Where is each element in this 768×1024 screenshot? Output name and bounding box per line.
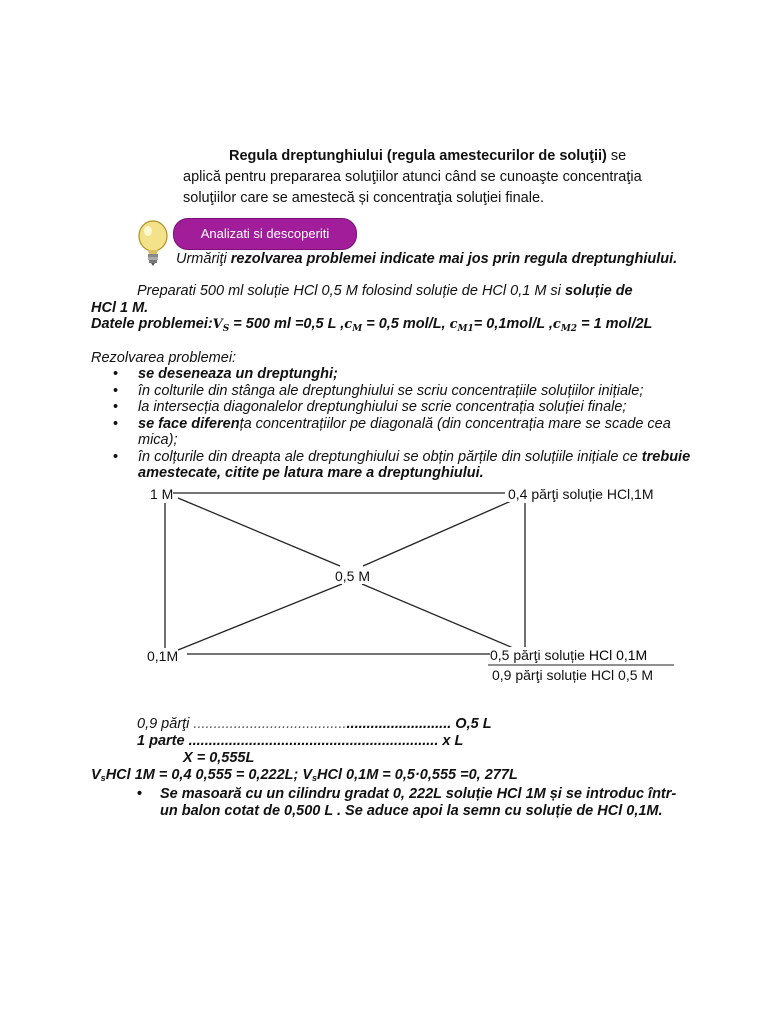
total-parts: 0,9 părţi soluție HCl 0,5 M [492,667,654,683]
solution-step: • se face diferența concentrațiilor pe diagonală (din concentrația mare se scade cea mica); [91,416,691,449]
calc-row-2: 1 parte .............................................................. x L [137,733,464,749]
cm2-value: = 1 mol/2L [577,316,653,332]
diagonal-bottom-right [362,584,518,650]
cm-value: = 0,5 mol/L, [362,316,450,332]
follow-prefix: Urmăriţi [176,251,231,267]
bottom-left-concentration: 0,1M [147,648,179,664]
intro-title-tail: se [606,148,627,164]
problem-line-1-plain: Preparati 500 ml soluție HCl 0,5 M folosind soluție de HCl 0,1 M si [137,283,565,299]
problem-line-2: HCl 1 M. [91,299,149,316]
solution-step: • în colțurile din dreapta ale dreptunghiului se obțin părțile din soluțiile inițiale ce trebuie amestecate, citite pe latura mare a dreptunghiului. [91,449,691,482]
analyze-discover-label: Analizati si descoperiti [173,218,357,250]
calc-row-1: 0,9 părţi ................................................................ O,5 L [137,716,492,732]
calc-result: X = 0,555L [183,750,255,766]
center-concentration: 0,5 M [335,568,371,584]
problem-line-1-bold: soluție de [564,283,633,299]
intro-line-3: soluţiilor care se amestecă și concentraţia soluţiei finale. [183,190,545,206]
cm1-symbol: $c_{M1}$ [449,317,474,334]
final-instruction: • Se masoară cu un cilindru gradat 0, 222L soluție HCl 1M și se introduc într-un balon cotat de 0,500 L . Se aduce apoi la semn cu soluție de HCl 0,1M. [137,786,677,820]
top-left-concentration: 1 M [150,486,174,502]
diagonal-bottom-left [178,584,342,650]
cm2-symbol: $c_{M2}$ [552,317,578,334]
solution-heading: Rezolvarea problemei: [91,350,237,366]
solution-step: • se deseneaza un dreptunghi; [91,366,691,383]
intro-line-2: aplică pentru prepararea soluţiilor atunci când se cunoaşte concentraţia [183,169,642,185]
follow-rest: rezolvarea problemei indicate mai jos prin regula dreptunghiului. [230,251,678,267]
bottom-right-parts: 0,5 părţi soluție HCl 0,1M [490,647,648,663]
cm-symbol: $c_M$ [344,317,363,334]
diagonal-top-right [363,498,518,566]
calc-volumes: $V_sHCl$ 1M = 0,4 0,555 = 0,222L; $V_sHCl$ 0,1M = 0,5·0,555 =0, 277L [91,767,518,783]
data-label: Datele problemei: [91,316,213,332]
solution-step: • în colturile din stânga ale dreptunghiului se scriu concentrațiile soluțiilor inițiale; [91,383,691,400]
top-right-parts: 0,4 părţi soluție HCl,1M [508,486,654,502]
cm1-value: = 0,1mol/L , [473,316,553,332]
intro-title: Regula dreptunghiului (regula amestecurilor de soluţii) [229,148,607,164]
diagonal-top-left [178,498,340,566]
vs-symbol: $V_S$ [212,317,230,334]
final-instruction-list [137,786,677,820]
vs-value: = 500 ml =0,5 L , [229,316,345,332]
solution-step: • la intersecția diagonalelor dreptunghiului se scrie concentrația soluției finale; [91,399,691,416]
